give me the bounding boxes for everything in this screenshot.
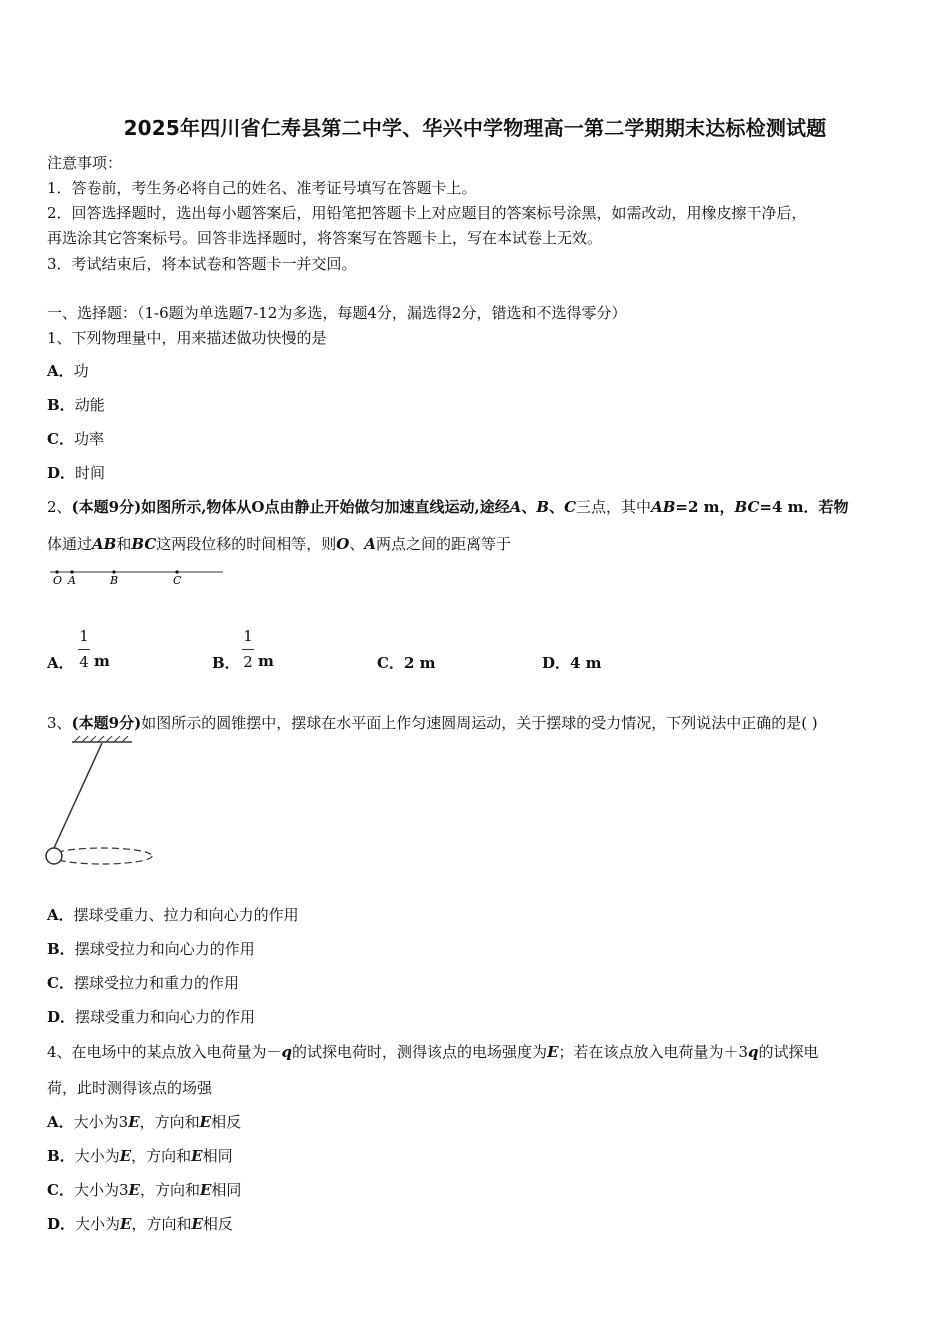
notice-item: 2．回答选择题时，选出每小题答案后，用铅笔把答题卡上对应题目的答案标号涂黑，如需改动，用橡皮擦干净后， [47, 204, 807, 222]
label-b: B [110, 574, 119, 587]
fraction-denominator: 2 [243, 653, 253, 671]
label-o: O [53, 574, 63, 587]
q3-stem: 3、(本题9分)如图所示的圆锥摆中，摆球在水平面上作匀速圆周运动，关于摆球的受力情况，下列说法中正确的是( ) [47, 714, 818, 732]
q3-option-a[interactable]: A．摆球受重力、拉力和向心力的作用 [47, 906, 299, 924]
option-text: 功 [73, 362, 89, 380]
notice-item: 1．答卷前，考生务必将自己的姓名、准考证号填写在答题卡上。 [47, 179, 477, 197]
q1-option-d[interactable] [47, 462, 105, 483]
q2-stem-line1: 2、(本题9分)如图所示,物体从O点由静止开始做匀加速直线运动,途经A、B、C三点，其中AB=2 m，BC=4 m．若物 [47, 498, 849, 516]
q3-option-b[interactable]: B．摆球受拉力和向心力的作用 [47, 940, 255, 958]
option-label: C． [47, 430, 74, 448]
label-c: C [173, 574, 182, 587]
unit: m [258, 652, 274, 670]
q2-option-d[interactable]: D．4 m [542, 654, 602, 672]
q3-option-c[interactable]: C．摆球受拉力和重力的作用 [47, 974, 239, 992]
q1-option-a[interactable] [47, 360, 89, 381]
notice-item: 再选涂其它答案标号。回答非选择题时，将答案写在答题卡上，写在本试卷上无效。 [47, 229, 603, 247]
q2-option-c[interactable]: C．2 m [377, 654, 436, 672]
option-label: B． [47, 396, 75, 414]
pendulum-bob [46, 848, 62, 864]
section-heading: 一、选择题：（1-6题为单选题7-12为多选，每题4分，漏选得2分，错选和不选得零分） [47, 304, 627, 322]
q3-conical-pendulum-figure [42, 736, 162, 872]
q1-stem: 1、下列物理量中，用来描述做功快慢的是 [47, 329, 327, 347]
ceiling-hatch [74, 736, 128, 742]
q3-option-d[interactable]: D．摆球受重力和向心力的作用 [47, 1008, 256, 1026]
q4-option-d[interactable]: D．大小为E，方向和E相反 [47, 1215, 233, 1233]
option-text: 动能 [74, 396, 105, 414]
page-title: 2025年四川省仁寿县第二中学、华兴中学物理高一第二学期期末达标检测试题 [123, 116, 827, 140]
q4-option-c[interactable]: C．大小为3E，方向和E相同 [47, 1181, 242, 1199]
pendulum-string [54, 743, 102, 848]
fraction-numerator: 1 [79, 627, 89, 645]
q4-stem-line1: 4、在电场中的某点放入电荷量为－q的试探电荷时，测得该点的电场强度为E；若在该点放入电荷量为＋3q的试探电 [47, 1043, 819, 1061]
fraction-numerator: 1 [243, 627, 253, 645]
q2-line-figure [47, 562, 227, 592]
option-text: 功率 [73, 430, 104, 448]
fraction-denominator: 4 [79, 653, 89, 671]
q4-stem-line2: 荷，此时测得该点的场强 [47, 1079, 213, 1097]
notice-item: 3．考试结束后，将本试卷和答题卡一并交回。 [47, 255, 357, 273]
q2-option-b-label[interactable]: B． [212, 654, 240, 672]
q4-option-b[interactable]: B．大小为E，方向和E相同 [47, 1147, 233, 1165]
q2-stem-line2: 体通过AB和BC这两段位移的时间相等，则O、A两点之间的距离等于 [47, 535, 512, 553]
fraction-bar [242, 649, 254, 650]
option-label: A． [47, 362, 74, 380]
notice-heading: 注意事项： [47, 154, 123, 172]
q4-option-a[interactable]: A．大小为3E，方向和E相反 [47, 1113, 242, 1131]
fraction-bar [78, 649, 90, 650]
q2-option-a-label[interactable]: A． [47, 654, 74, 672]
option-label: D． [47, 464, 76, 482]
circular-path [52, 848, 152, 864]
label-a: A [68, 574, 76, 587]
q1-option-b[interactable] [47, 394, 105, 415]
option-text: 时间 [75, 464, 106, 482]
unit: m [94, 652, 110, 670]
q1-option-c[interactable] [47, 428, 104, 449]
